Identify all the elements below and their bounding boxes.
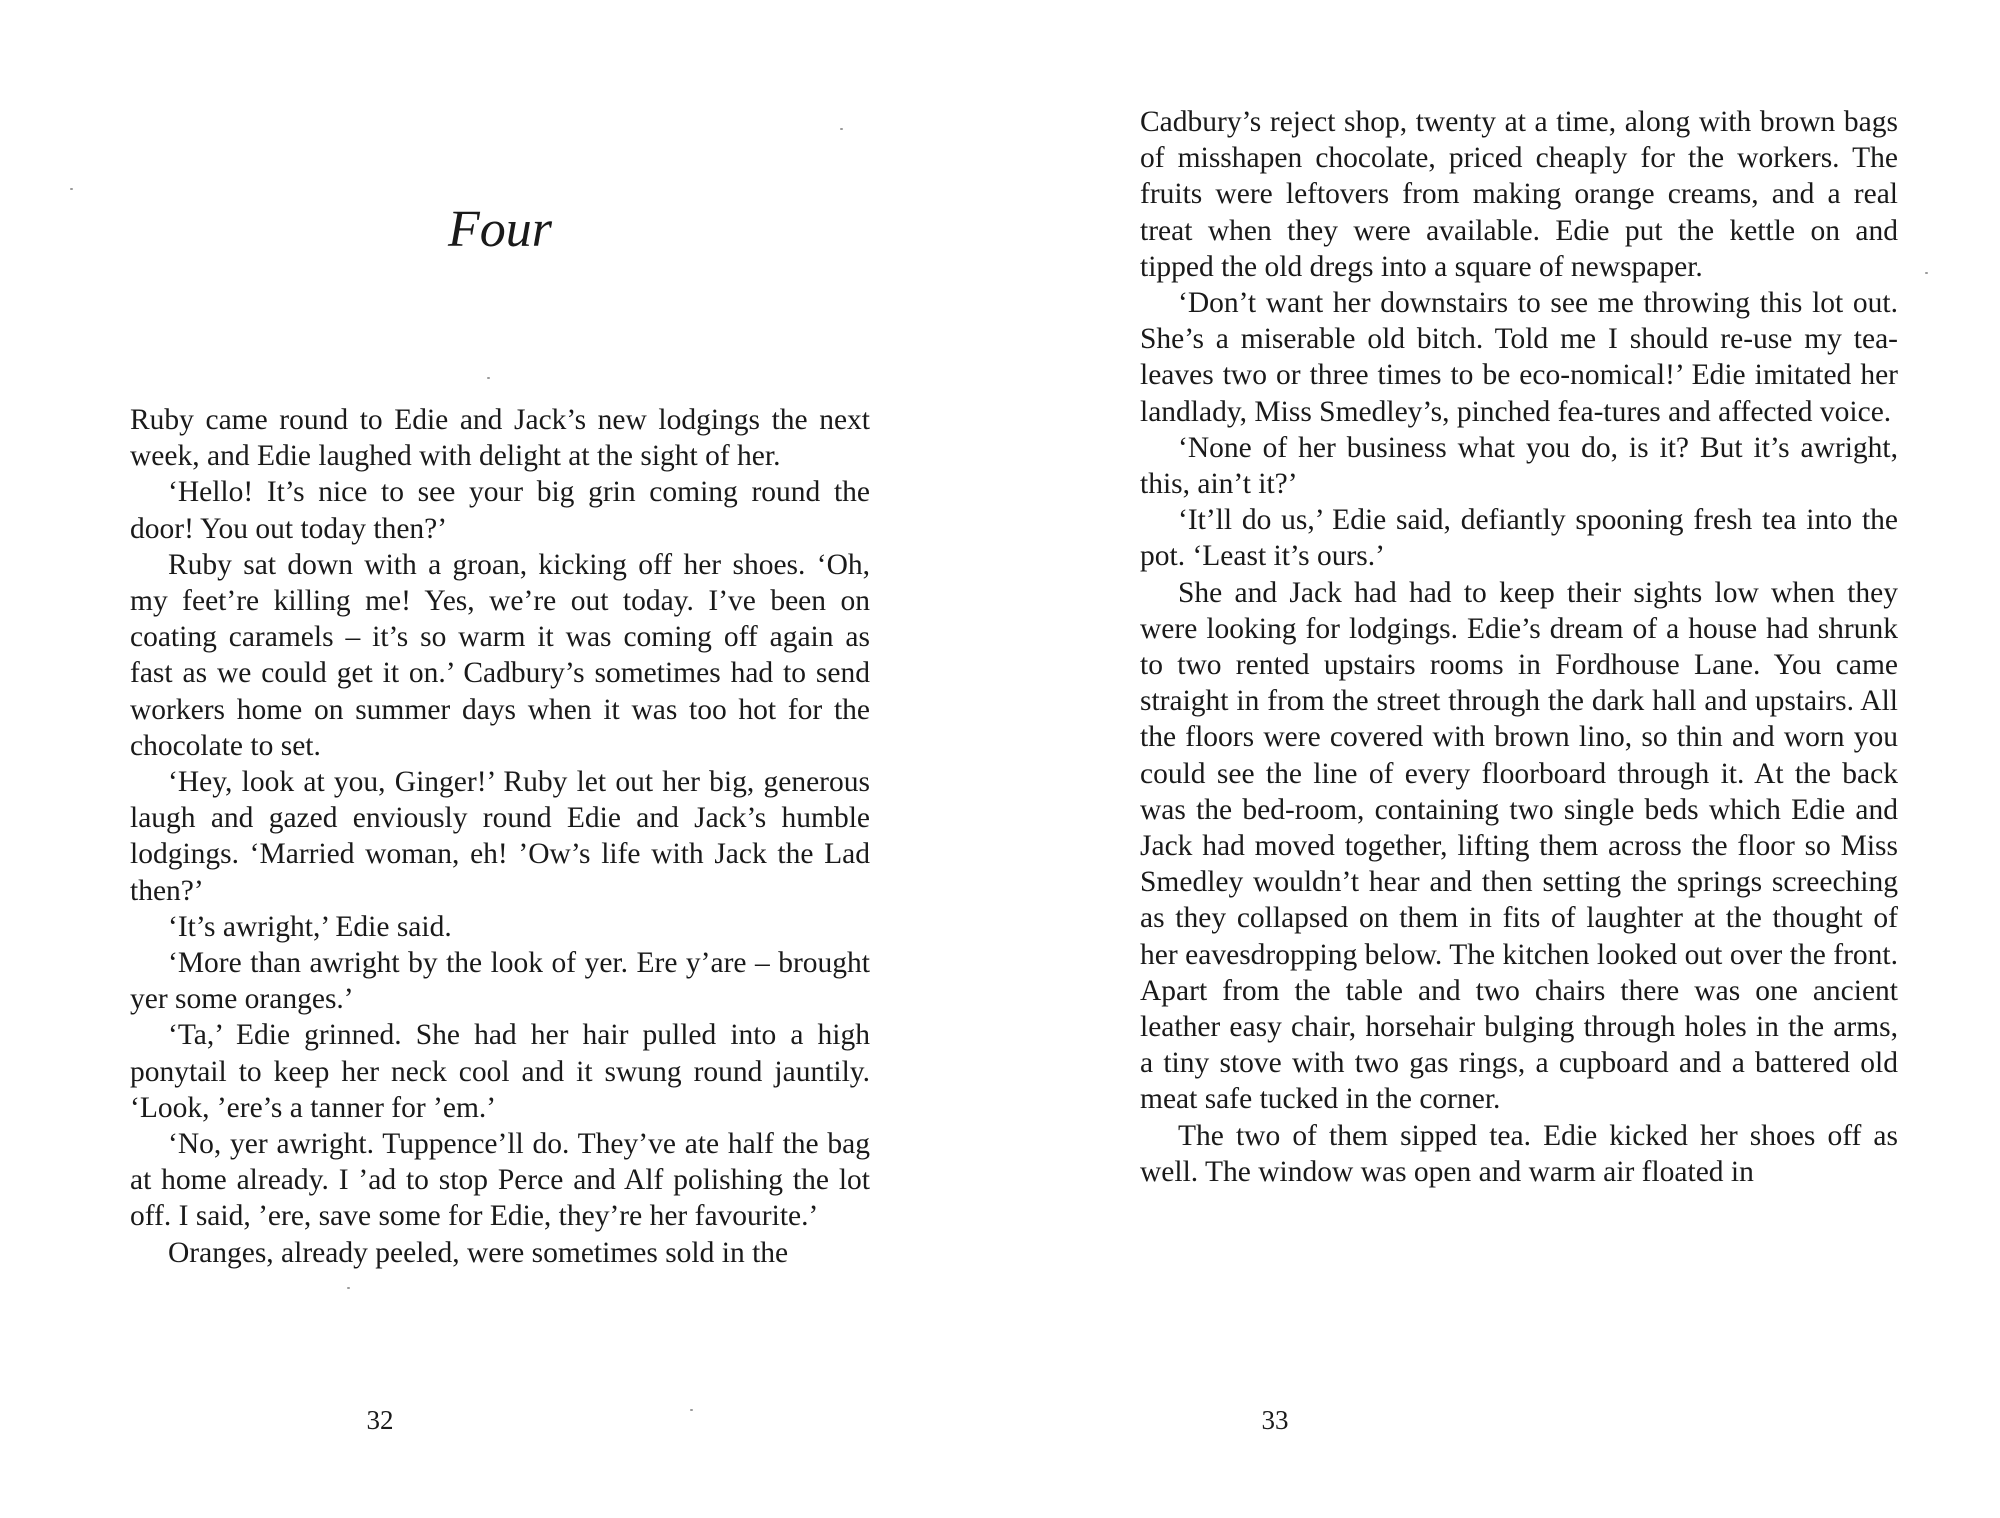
left-page-text bbox=[130, 402, 870, 1271]
paragraph: ‘Hey, look at you, Ginger!’ Ruby let out her big, generous laugh and gazed enviously round Edie and Jack’s humble lodgings. ‘Married woman, eh! ’Ow’s life with Jack the Lad then?’ bbox=[130, 766, 870, 907]
paragraph: Cadbury’s reject shop, twenty at a time, along with brown bags of misshapen chocolate, priced cheaply for the workers. The fruits were leftovers from making orange creams, and a real treat when they were available. Edie put the kettle on and tipped the old dregs into a square of newspaper. bbox=[1140, 106, 1898, 283]
right-page-text bbox=[1140, 104, 1898, 1190]
paragraph: ‘Hello! It’s nice to see your big grin coming round the door! You out today then?’ bbox=[130, 476, 870, 545]
paragraph: ‘It’ll do us,’ Edie said, defiantly spooning fresh tea into the pot. ‘Least it’s ours.’ bbox=[1140, 504, 1898, 573]
paragraph: Ruby sat down with a groan, kicking off her shoes. ‘Oh, my feet’re killing me! Yes, we’re out today. I’ve been on coating caramels – it’s so warm it was coming off again as fast as we could get it on.’ Cadbury’s sometimes had to send workers home on summer days when it was too hot for the chocolate to set. bbox=[130, 548, 870, 762]
scan-speck bbox=[1925, 272, 1928, 274]
scan-speck bbox=[690, 1409, 693, 1411]
paragraph: ‘More than awright by the look of yer. Ere y’are – brought yer some oranges.’ bbox=[130, 947, 870, 1016]
paragraph: ‘No, yer awright. Tuppence’ll do. They’ve ate half the bag at home already. I ’ad to stop Perce and Alf polishing the lot off. I said, ’ere, save some for Edie, they’re her favourite.’ bbox=[130, 1128, 870, 1233]
right-page bbox=[1140, 0, 1898, 1518]
paragraph: ‘Ta,’ Edie grinned. She had her hair pulled into a high ponytail to keep her neck cool and it swung round jauntily. ‘Look, ’ere’s a tanner for ’em.’ bbox=[130, 1019, 870, 1124]
paragraph: The two of them sipped tea. Edie kicked her shoes off as well. The window was open and warm air floated in bbox=[1140, 1119, 1898, 1188]
paragraph: ‘Don’t want her downstairs to see me throwing this lot out. She’s a miserable old bitch. Told me I should re-use my tea-leaves two or three times to be eco-nomical!’ Edie imitated her landlady, Miss Smedley’s, pinched fea-tures and affected voice. bbox=[1140, 287, 1898, 428]
scan-speck bbox=[70, 188, 73, 190]
chapter-title: Four bbox=[448, 201, 552, 258]
paragraph: ‘None of her business what you do, is it? But it’s awright, this, ain’t it?’ bbox=[1140, 431, 1898, 501]
left-page bbox=[130, 0, 870, 1518]
paragraph: Oranges, already peeled, were sometimes sold in the bbox=[168, 1236, 789, 1269]
scan-speck bbox=[487, 377, 490, 379]
page-number-right: 33 bbox=[1261, 1405, 1289, 1435]
paragraph: She and Jack had had to keep their sights low when they were looking for lodgings. Edie’s dream of a house had shrunk to two rented upstairs rooms in Fordhouse Lane. You came straight in from the street through the dark hall and upstairs. All the floors were covered with brown lino, so thin and worn you could see the line of every floorboard through it. At the back was the bed-room, containing two single beds which Edie and Jack had moved together, lifting them across the floor so Miss Smedley wouldn’t hear and then setting the springs screeching as they collapsed on them in fits of laughter at the thought of her eavesdropping below. The kitchen looked out over the front. Apart from the table and two chairs there was one ancient leather easy chair, horsehair bulging through holes in the arms, a tiny stove with two gas rings, a cupboard and a battered old meat safe tucked in the corner. bbox=[1140, 576, 1898, 1116]
paragraph: Ruby came round to Edie and Jack’s new lodgings the next week, and Edie laughed with delight at the sight of her. bbox=[130, 404, 870, 473]
paragraph: ‘It’s awright,’ Edie said. bbox=[168, 910, 452, 943]
scan-speck bbox=[840, 128, 843, 130]
scan-speck bbox=[347, 1287, 350, 1289]
page-number-left: 32 bbox=[366, 1405, 394, 1435]
